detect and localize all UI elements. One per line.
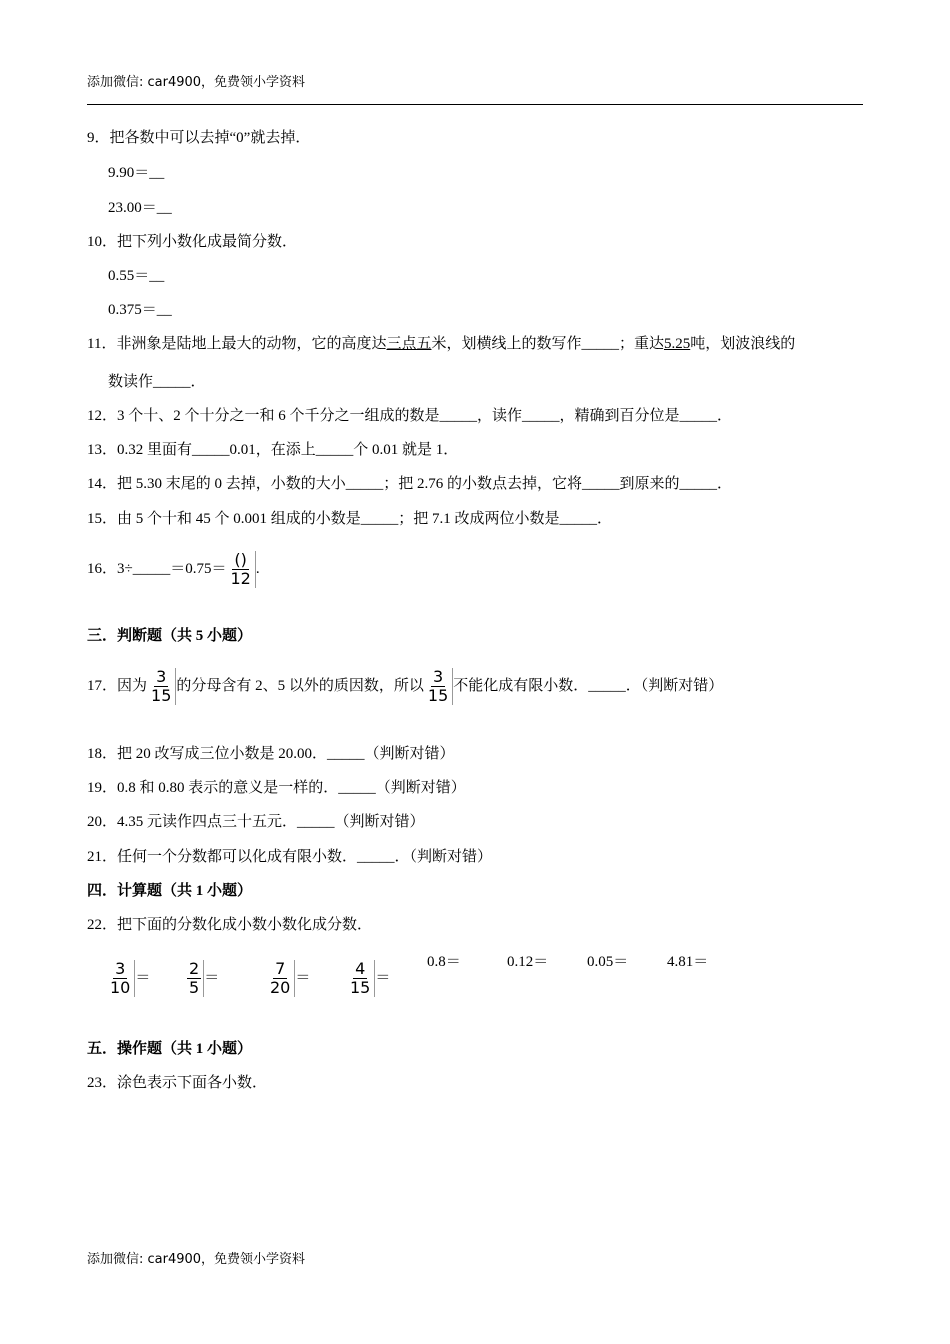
q17-part2: 的分母含有 2、5 以外的质因数，所以 [176,677,424,694]
q17-part3: 不能化成有限小数．_____．（判断对错） [453,677,724,694]
question-19: 19．0.8 和 0.80 表示的意义是一样的．_____（判断对错） [87,780,466,796]
q11-underlined-height: 三点五 [386,336,432,352]
question-22: 22．把下面的分数化成小数小数化成分数． [87,917,373,933]
question-10: 10．把下列小数化成最简分数． [87,234,298,250]
q11-part1: 11．非洲象是陆地上最大的动物，它的高度达 [87,336,387,352]
question-20: 20．4.35 元读作四点三十五元．_____（判断对错） [87,814,425,830]
section-3-title: 三．判断题（共 5 小题） [87,628,253,644]
q22-fraction-4 [346,960,390,997]
fraction-numerator: () [234,550,247,569]
question-13: 13．0.32 里面有_____0.01，在添上_____个 0.01 就是 1． [87,442,459,458]
header-divider [87,104,863,105]
fraction-numerator: 3 [156,667,167,686]
fraction [185,960,204,997]
q22-decimal-1: 0.8＝ [427,954,461,970]
q22-decimal-2: 0.12＝ [507,954,549,970]
equals-sign: ＝ [135,969,151,986]
equals-sign: ＝ [375,969,391,986]
question-11-line1 [87,332,795,353]
question-10-item-b: 0.375＝__ [108,302,172,318]
equals-sign: ＝ [204,969,220,986]
q17-fraction-b [424,668,453,705]
question-9-item-b: 23.00＝__ [108,200,172,216]
q22-decimal-3: 0.05＝ [587,954,629,970]
question-14: 14．把 5.30 末尾的 0 去掉，小数的大小_____；把 2.76 的小数点去掉，它将_____到原来的_____． [87,476,733,492]
q22-fraction-1 [106,960,150,997]
fraction-numerator: 3 [115,959,126,978]
q22-decimal-4: 4.81＝ [667,954,709,970]
fraction-numerator: 7 [275,959,286,978]
fraction-denominator: 12 [230,569,251,588]
q16-tail: . [255,560,260,577]
fraction [346,960,375,997]
question-23: 23．涂色表示下面各小数． [87,1075,268,1091]
q22-fraction-2 [185,960,219,997]
question-18: 18．把 20 改写成三位小数是 20.00．_____（判断对错） [87,746,455,762]
fraction-numerator: 3 [432,667,444,686]
q16-fraction [226,551,255,588]
question-9-item-a: 9.90＝__ [108,165,165,181]
section-4-title: 四．计算题（共 1 小题） [87,883,253,899]
q17-fraction-a [147,668,176,705]
q11-wavy-weight: 5.25 [663,336,691,352]
fraction [266,960,295,997]
question-10-item-a: 0.55＝__ [108,268,165,284]
question-17 [87,668,723,705]
question-21: 21．任何一个分数都可以化成有限小数．_____．（判断对错） [87,849,493,865]
fraction-denominator: 15 [350,978,371,997]
fraction-denominator: 10 [110,978,131,997]
fraction-numerator: 2 [189,959,200,978]
question-16 [87,551,260,588]
page-footer: 添加微信: car4900，免费领小学资料 [87,1252,306,1267]
equals-sign: ＝ [295,969,311,986]
question-9: 9．把各数中可以去掉“0”就去掉． [87,130,311,146]
fraction-denominator: 15 [427,686,449,705]
question-12: 12．3 个十、2 个十分之一和 6 个千分之一组成的数是_____，读作_____，精确到百分位是_____． [87,408,733,424]
fraction-denominator: 20 [270,978,291,997]
page-header: 添加微信: car4900，免费领小学资料 [87,75,306,90]
question-11-line2: 数读作_____． [108,374,206,390]
fraction [106,960,135,997]
fraction-numerator: 4 [355,959,366,978]
q11-part3: 吨，划波浪线的 [690,336,796,352]
section-5-title: 五．操作题（共 1 小题） [87,1041,253,1057]
q17-part1: 17．因为 [87,677,148,694]
fraction-denominator: 5 [189,978,200,997]
question-15: 15．由 5 个十和 45 个 0.001 组成的小数是_____；把 7.1 改成两位小数是_____． [87,511,613,527]
fraction-denominator: 15 [151,686,172,705]
q22-fraction-3 [266,960,310,997]
q11-part2: 米，划横线上的数写作_____；重达 [431,336,664,352]
q16-text: 16．3÷_____＝0.75＝ [87,560,227,577]
